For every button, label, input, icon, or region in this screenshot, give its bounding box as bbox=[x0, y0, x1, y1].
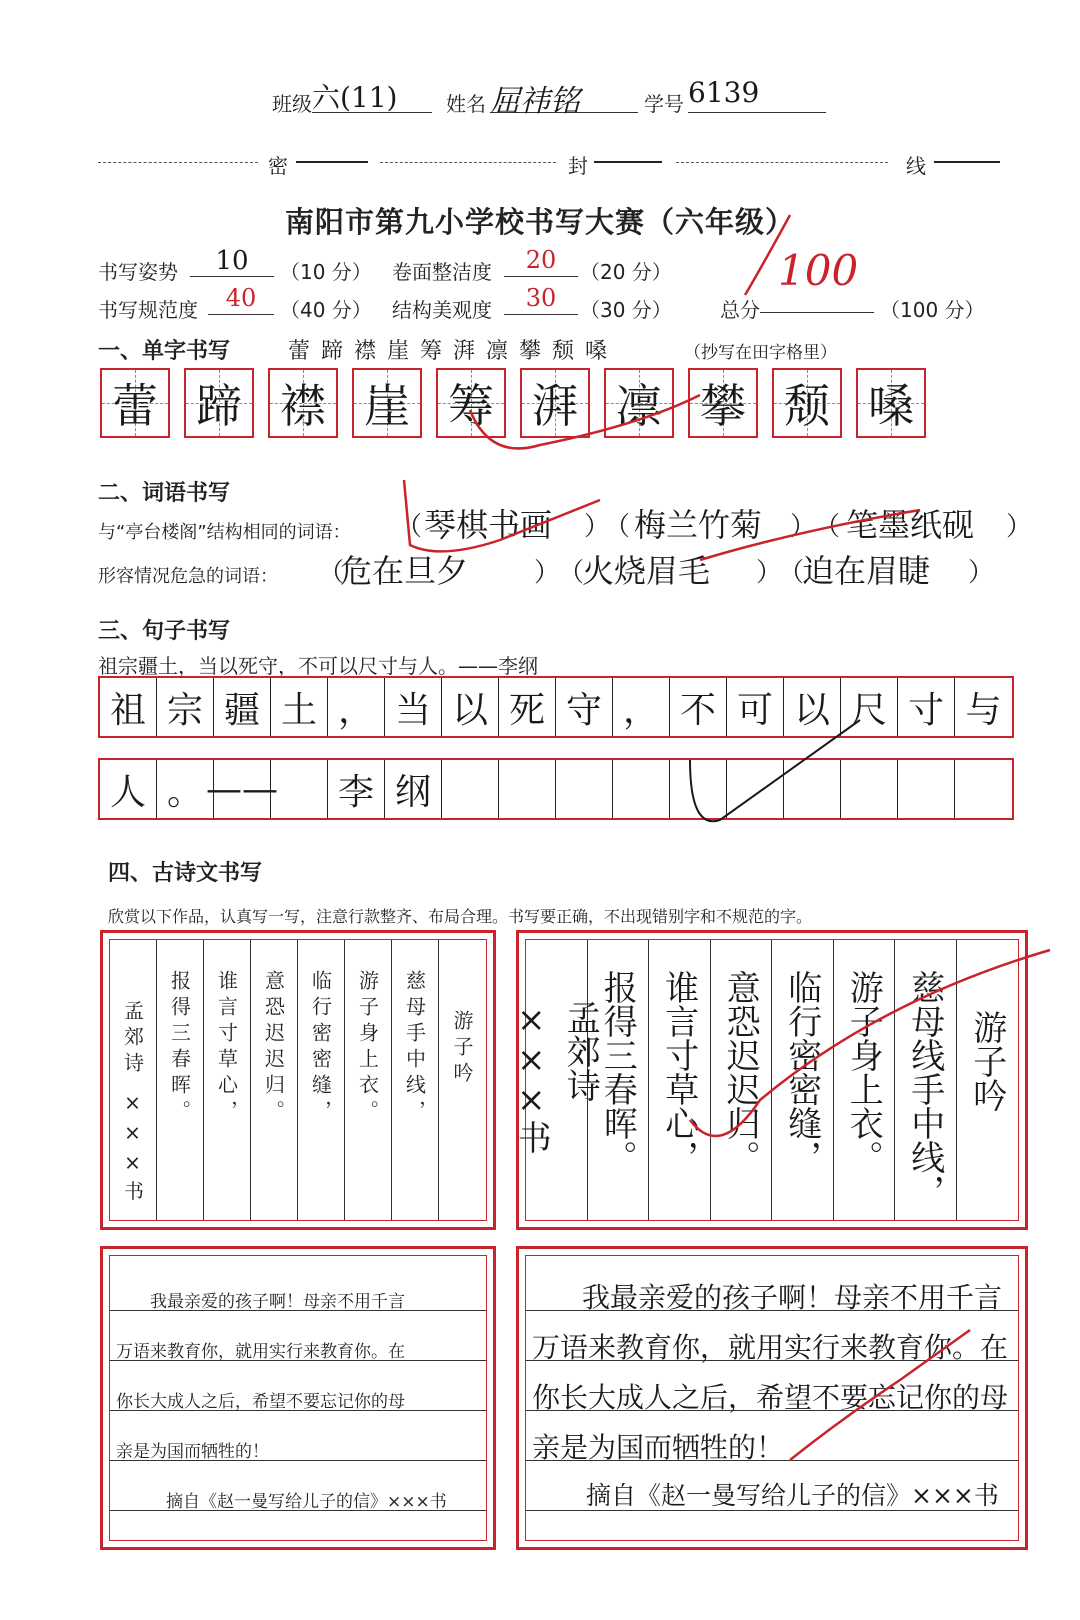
section2-heading: 二、词语书写 bbox=[98, 481, 231, 506]
poem-column-text: 游子吟 bbox=[966, 1010, 1007, 1112]
name-value: 屈祎铭 bbox=[490, 76, 638, 113]
sentence-cell: 当 bbox=[385, 678, 442, 736]
sentence-cell: ， bbox=[613, 678, 670, 736]
struct-value: 30 bbox=[504, 284, 578, 315]
letter-line: 万语来教育你，就用实行来教育你。在 bbox=[116, 1342, 405, 1362]
char-handwritten: 攀 bbox=[700, 379, 746, 433]
class-value: 六(11) bbox=[312, 76, 432, 113]
struct-label: 结构美观度 bbox=[392, 298, 492, 322]
posture-max: （10 分） bbox=[280, 260, 372, 284]
char-handwritten: 嗓 bbox=[868, 379, 914, 433]
section3-heading: 三、句子书写 bbox=[98, 619, 231, 644]
sentence-cell: 疆 bbox=[214, 678, 271, 736]
poem-column-text: 慈母线手中线， bbox=[904, 970, 945, 1208]
poem-column-text: 临行密密缝， bbox=[308, 970, 333, 1126]
poem-column-text: 报得三春晖。 bbox=[597, 970, 638, 1174]
q1-close-1: ） bbox=[584, 512, 611, 542]
sentence-cell: 人 bbox=[100, 760, 157, 818]
q1-close-2: ） bbox=[790, 512, 817, 542]
letter-line: 摘自《赵一曼写给儿子的信》×××书 bbox=[586, 1481, 999, 1510]
letter-line: 你长大成人之后，希望不要忘记你的母 bbox=[116, 1392, 405, 1412]
q1-open-1: （ bbox=[396, 512, 423, 542]
poem-column-text: 游子身上衣。 bbox=[355, 970, 380, 1126]
sentence-cell: 守 bbox=[556, 678, 613, 736]
q2-answer-1: 危在旦夕 bbox=[340, 552, 469, 590]
char-handwritten: 颓 bbox=[784, 379, 830, 433]
total-max: （100 分） bbox=[880, 298, 985, 322]
letter-line: 你长大成人之后，希望不要忘记你的母 bbox=[532, 1381, 1009, 1414]
char-handwritten: 蹄 bbox=[196, 379, 242, 433]
letter-line: 亲是为国而牺牲的！ bbox=[116, 1442, 269, 1462]
q1-answer-3: 笔墨纸砚 bbox=[846, 506, 975, 544]
poem-column-text: 意恐迟迟归。 bbox=[261, 970, 286, 1126]
seal-xian: 线 bbox=[906, 154, 926, 178]
char-handwritten: 凛 bbox=[616, 379, 662, 433]
poem-column-text: 孟郊诗×××书 bbox=[511, 1000, 601, 1154]
norm-label: 书写规范度 bbox=[98, 298, 198, 322]
char-handwritten: 湃 bbox=[532, 379, 578, 433]
q2-close-1: ） bbox=[534, 558, 561, 588]
posture-label: 书写姿势 bbox=[98, 260, 178, 284]
sentence-cell: 可 bbox=[727, 678, 784, 736]
id-value: 6139 bbox=[688, 76, 826, 113]
char-handwritten: 蕾 bbox=[112, 379, 158, 433]
class-label: 班级 bbox=[272, 92, 312, 116]
page-title: 南阳市第九小学校书写大赛（六年级） bbox=[284, 205, 795, 239]
section3-check-mark bbox=[690, 720, 860, 821]
struct-max: （30 分） bbox=[580, 298, 672, 322]
sentence-cell: 不 bbox=[670, 678, 727, 736]
poem-column-text: 游子身上衣。 bbox=[843, 970, 884, 1174]
norm-value: 40 bbox=[208, 284, 274, 315]
clean-label: 卷面整洁度 bbox=[392, 260, 492, 284]
poem-check-mark bbox=[690, 950, 1050, 1136]
total-value: 100 bbox=[778, 246, 859, 295]
q2-answer-2: 火烧眉毛 bbox=[582, 552, 711, 590]
char-handwritten: 筹 bbox=[448, 379, 494, 433]
q2-label: 形容情况危急的词语： bbox=[98, 566, 278, 587]
poem-column-text: 慈母手中线， bbox=[402, 970, 427, 1126]
poem-column-text: 孟郊诗 ×××书 bbox=[120, 1000, 145, 1207]
sentence-cell: 祖 bbox=[100, 678, 157, 736]
name-label: 姓名 bbox=[446, 92, 486, 116]
q1-open-3: （ bbox=[814, 512, 841, 542]
q1-label: 与“亭台楼阁”结构相同的词语： bbox=[98, 522, 351, 543]
total-label: 总分 bbox=[720, 298, 760, 322]
sentence-cell: 寸 bbox=[898, 678, 955, 736]
letter-line: 我最亲爱的孩子啊！母亲不用千言 bbox=[150, 1292, 405, 1312]
q2-close-3: ） bbox=[968, 558, 995, 588]
clean-max: （20 分） bbox=[580, 260, 672, 284]
q1-answer-1: 琴棋书画 bbox=[424, 506, 553, 544]
char-handwritten: 崖 bbox=[364, 379, 410, 433]
q1-close-3: ） bbox=[1006, 512, 1033, 542]
seal-mi: 密 bbox=[268, 154, 288, 178]
sentence-cell: 。 bbox=[157, 760, 214, 818]
sentence-cell: 土 bbox=[271, 678, 328, 736]
char-handwritten: 襟 bbox=[280, 379, 326, 433]
letter-line: 我最亲爱的孩子啊！母亲不用千言 bbox=[582, 1281, 1003, 1314]
poem-column-text: 谁言寸草心， bbox=[658, 970, 699, 1174]
poem-column-text: 谁言寸草心， bbox=[214, 970, 239, 1126]
letter-line: 摘自《赵一曼写给儿子的信》×××书 bbox=[166, 1492, 447, 1512]
section2-check-mark bbox=[404, 480, 920, 560]
sentence-cell: 以 bbox=[784, 678, 841, 736]
poem-column-text: 临行密密缝， bbox=[781, 970, 822, 1174]
q2-open-1: （ bbox=[318, 558, 345, 588]
poem-column-text: 游子吟 bbox=[450, 1010, 474, 1088]
posture-value: 10 bbox=[190, 246, 274, 277]
q2-close-2: ） bbox=[756, 558, 783, 588]
section1-note: （抄写在田字格里） bbox=[684, 343, 837, 363]
sentence-cell: 以 bbox=[442, 678, 499, 736]
section1-prompt: 蕾 蹄 襟 崖 筹 湃 凛 攀 颓 嗓 bbox=[288, 339, 609, 364]
sentence-cell: 尺 bbox=[841, 678, 898, 736]
letter-check-mark bbox=[790, 1330, 970, 1460]
section1-heading: 一、单字书写 bbox=[98, 339, 231, 364]
q2-answer-3: 迫在眉睫 bbox=[802, 552, 931, 590]
letter-line: 万语来教育你，就用实行来教育你。在 bbox=[532, 1331, 1009, 1364]
sentence-cell: 死 bbox=[499, 678, 556, 736]
sentence-prompt: 祖宗疆土，当以死守，不可以尺寸与人。——李纲 bbox=[98, 654, 538, 678]
clean-value: 20 bbox=[504, 246, 578, 277]
section1-check-mark bbox=[470, 395, 700, 448]
sentence-cell: —— bbox=[214, 760, 271, 818]
sentence-cell: ， bbox=[328, 678, 385, 736]
norm-max: （40 分） bbox=[280, 298, 372, 322]
seal-feng: 封 bbox=[568, 154, 588, 178]
total-tick-mark bbox=[745, 215, 790, 295]
id-label: 学号 bbox=[644, 92, 684, 116]
sentence-cell: 与 bbox=[965, 689, 1002, 731]
letter-line: 亲是为国而牺牲的！ bbox=[532, 1431, 785, 1464]
poem-column-text: 报得三春晖。 bbox=[167, 970, 192, 1126]
q2-open-3: （ bbox=[778, 558, 805, 588]
section4-instruction: 欣赏以下作品，认真写一写，注意行款整齐、布局合理。书写要正确，不出现错别字和不规范的字。 bbox=[108, 907, 813, 926]
q1-answer-2: 梅兰竹菊 bbox=[634, 506, 763, 544]
sentence-cell: 宗 bbox=[157, 678, 214, 736]
q1-open-2: （ bbox=[604, 512, 631, 542]
sentence-cell: 纲 bbox=[385, 760, 442, 818]
poem-column-text: 意恐迟迟归。 bbox=[720, 970, 761, 1174]
sentence-cell: 李 bbox=[328, 760, 385, 818]
section4-heading: 四、古诗文书写 bbox=[108, 861, 263, 886]
q2-open-2: （ bbox=[558, 558, 585, 588]
